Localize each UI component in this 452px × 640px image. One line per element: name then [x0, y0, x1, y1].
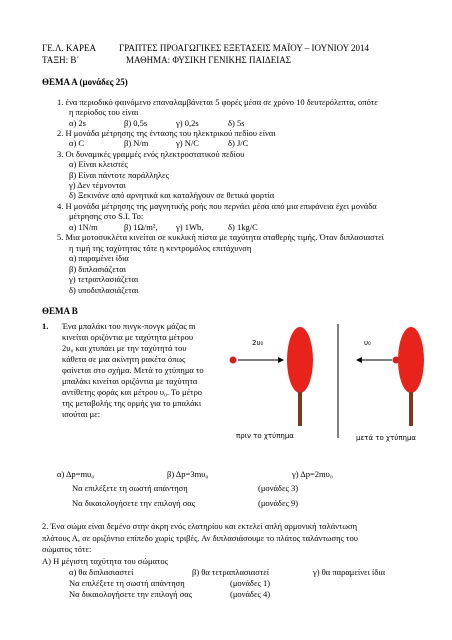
b2-line2: πλάτους Α, σε οριζόντιο επίπεδο χωρίς τριβές. Αν διπλασιάσουμε το πλάτος ταλάντωσης του — [42, 533, 358, 543]
caption-before: πριν το χτύπημα — [236, 432, 294, 440]
q5-option-d: δ) υποδιπλασιάζεται — [69, 285, 139, 295]
b1-choose-points: (μονάδες 3) — [258, 483, 299, 493]
q5-option-c: γ) τετραπλασιάζεται — [69, 274, 139, 284]
header-school: ΓΕ.Λ. ΚΑΡΕΑ — [42, 43, 96, 53]
velocity-label-after: υ₀ — [364, 339, 371, 347]
header-exam: ΓΡΑΠΤΕΣ ΠΡΟΑΓΩΓΙΚΕΣ ΕΞΕΤΑΣΕΙΣ ΜΑΪΟΥ – ΙΟΥΝΙΟΥ 2014 — [119, 43, 370, 53]
b1-answer-a: α) Δp=mυ₀ — [57, 469, 95, 479]
header-class: ΤΑΞΗ: Β΄ — [42, 55, 80, 65]
b1-answer-b: β) Δp=3mυ₀ — [167, 469, 209, 479]
b1-line: αντίθετης φοράς και μέτρου υ₀. Το μέτρο — [62, 387, 203, 397]
q2-option-c: γ) N/C — [176, 138, 199, 148]
b1-number: 1. — [42, 321, 49, 331]
q4-option-d: δ) 1kg/C — [228, 222, 258, 232]
b2-justify: Να δικαιολογήσετε την επιλογή σας — [69, 589, 193, 599]
q5-option-b: β) διπλασιάζεται — [69, 264, 127, 274]
q5-option-a: α) παραμένει ίδια — [69, 253, 129, 263]
b1-answer-c: γ) Δp=2mυ₀ — [292, 469, 333, 479]
q1-line2: η περίοδος του είναι — [69, 107, 139, 117]
b2-choose-points: (μονάδες 1) — [230, 578, 271, 588]
q1-option-b: β) 0,5s — [124, 118, 148, 128]
b2-part-a: Α) Η μέγιστη ταχύτητα του σώματος — [42, 556, 169, 566]
q3-option-c: γ) Δεν τέμνονται — [69, 180, 126, 190]
q2-option-b: β) N/m — [124, 138, 149, 148]
paddle-after — [398, 327, 424, 393]
b1-line: φαίνεται στο σχήμα. Μετά το χτύπημα το — [62, 365, 204, 375]
q2-line1: 2. Η μονάδα μέτρησης της έντασης του ηλεκτρικού πεδίου είναι — [57, 128, 276, 138]
b2-option-b: β) θα τετραπλασιαστεί — [192, 567, 270, 577]
q1-line1: 1. ένα περιοδικό φαινόμενο επαναλαμβάνεται 5 φορές μέσα σε χρόνο 10 δευτερόλεπτα, οπότε — [57, 97, 378, 107]
ball-before — [230, 357, 237, 364]
collision-diagram — [222, 318, 444, 448]
q5-line1: 5. Μια μοτοσυκλέτα κινείται σε κυκλική πίστα με ταχύτητα σταθερής τιμής. Όταν διπλασιαστεί — [57, 232, 384, 242]
q4-option-c: γ) 1Wb, — [176, 222, 204, 232]
b1-line: της μεταβολής της ορμής για το μπαλάκι — [62, 398, 202, 408]
q2-option-a: α) C — [69, 138, 85, 148]
b1-line: ισούται με: — [62, 409, 101, 419]
velocity-label-before: 2υ₀ — [252, 339, 264, 347]
q1-option-c: γ) 0,2s — [176, 118, 199, 128]
b2-choose: Να επιλέξετε τη σωστή απάντηση — [69, 578, 185, 588]
header-subject: ΜΑΘΗΜΑ: ΦΥΣΙΚΗ ΓΕΝΙΚΗΣ ΠΑΙΔΕΙΑΣ — [126, 55, 291, 65]
paddle-before — [287, 327, 313, 393]
q1-option-d: δ) 5s — [228, 118, 245, 128]
theme-b-title: ΘΕΜΑ Β — [42, 306, 78, 316]
b2-line3: σώματος τότε: — [42, 544, 92, 554]
arrowhead-right — [278, 357, 284, 363]
b1-line: μπαλάκι κινείται οριζόντια με ταχύτητα — [62, 376, 198, 386]
paddle-handle-before — [298, 392, 302, 426]
arrowhead-left — [356, 357, 362, 363]
q3-option-d: δ) Ξεκινάνε από αρνητικά και καταλήγουν σε θετικά φορτία — [69, 190, 275, 200]
q2-option-d: δ) J/C — [228, 138, 249, 148]
q3-line1: 3. Οι δυναμικές γραμμές ενός ηλεκτροστατικού πεδίου — [57, 149, 245, 159]
caption-after: μετά το χτύπημα — [356, 434, 417, 442]
b1-line: κάθετα σε μια ακίνητη ρακέτα όπως — [62, 354, 186, 364]
b1-line: κινείται οριζόντια με ταχύτητα μέτρου — [62, 332, 194, 342]
b2-justify-points: (μονάδες 4) — [230, 589, 271, 599]
b1-justify: Να δικαιολογήσετε την επιλογή σας — [72, 498, 196, 508]
b2-option-c: γ) θα παραμείνει ίδια — [313, 567, 386, 577]
b1-choose: Να επιλέξετε τη σωστή απάντηση — [72, 483, 188, 493]
q1-option-a: α) 2s — [69, 118, 86, 128]
q4-line1: 4. Η μονάδα μέτρησης της μαγνητικής ροής που περνάει μέσα από μια επιφάνεια έχει μονάδα — [57, 201, 377, 211]
q4-option-a: α) 1N/m — [69, 222, 98, 232]
b1-line: Ένα μπαλάκι του πινγκ-πονγκ μάζας m — [62, 321, 196, 331]
q3-option-b: β) Είναι πάντοτε παράλληλες — [69, 170, 169, 180]
b2-option-a: α) θα διπλασιαστεί — [69, 567, 134, 577]
q3-option-a: α) Είναι κλειστές — [69, 159, 128, 169]
collision-figure — [222, 318, 444, 448]
theme-a-title: ΘΕΜΑ Α (μονάδες 25) — [42, 77, 128, 87]
q4-line2: μέτρησης στο S.I. Το: — [69, 211, 144, 221]
b2-line1: 2. Ένα σώμα είναι δεμένο στην άκρη ενός ελατηρίου και εκτελεί απλή αρμονική ταλάντωση — [42, 521, 358, 531]
b1-justify-points: (μονάδες 9) — [258, 498, 299, 508]
paddle-handle-after — [409, 392, 413, 426]
q4-option-b: β) 1Ω/m², — [124, 222, 158, 232]
b1-line: 2υ₀ και χτυπάει με την ταχύτητά του — [62, 343, 187, 353]
q5-line2: η τιμή της ταχύτητας τότε η κεντρομόλος επιτάχυνση — [69, 243, 252, 253]
